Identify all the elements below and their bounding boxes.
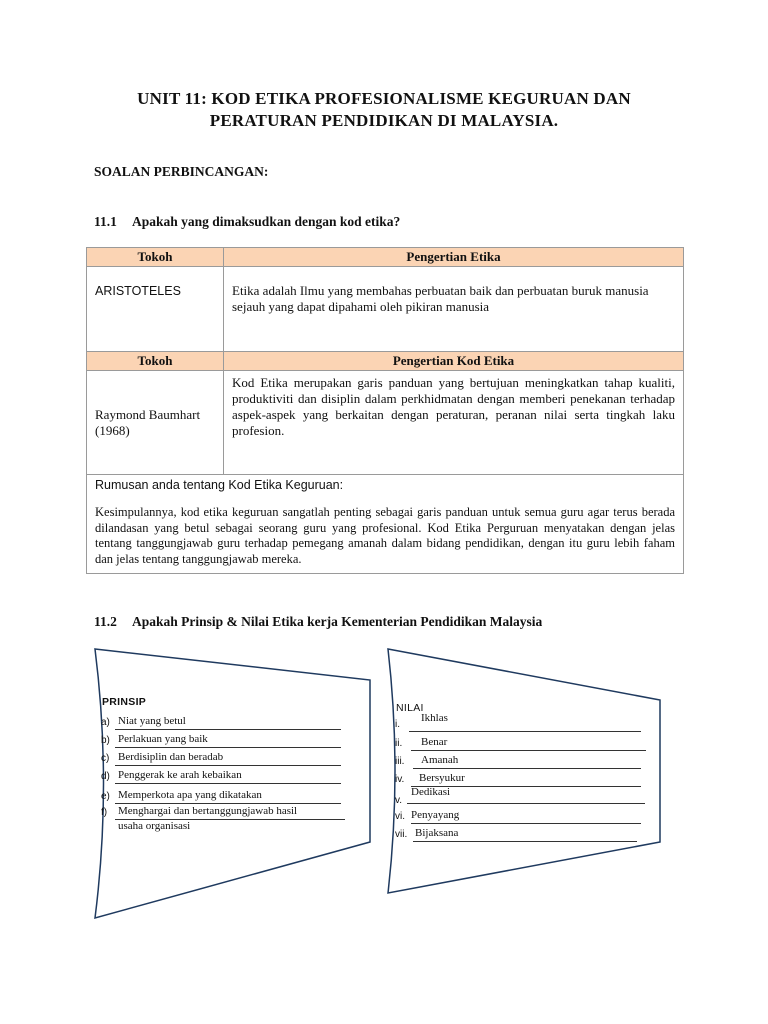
header-tokoh: Tokoh <box>87 352 224 371</box>
tokoh-cell: ARISTOTELES <box>87 267 224 352</box>
item-text: Penyayang <box>411 809 460 821</box>
item-text: Bersyukur <box>419 772 465 784</box>
item-label: vii. <box>395 829 408 840</box>
answer-line <box>409 731 641 732</box>
prinsip-title: PRINSIP <box>102 696 147 708</box>
item-label: iii. <box>395 756 405 767</box>
definition-cell: Kod Etika merupakan garis panduan yang bertujuan meningkatkan tahap kualiti, produktiviti dan disiplin dalam perkhidmatan dengan memberi penekanan terhadap aspek-aspek yang berkaitan dengan peraturan, peranan nilai serta tingkah laku profesion. <box>224 371 684 475</box>
nilai-item-ii <box>395 733 645 751</box>
item-label: vi. <box>395 811 405 822</box>
tokoh-cell: Raymond Baumhart (1968) <box>87 371 224 475</box>
item-label: v. <box>395 795 403 806</box>
item-text: Niat yang betul <box>118 715 186 727</box>
item-text: Berdisiplin dan beradab <box>118 751 224 763</box>
header-pengertian-kod-etika: Pengertian Kod Etika <box>224 352 684 371</box>
item-label: b) <box>101 735 110 746</box>
header-pengertian-etika: Pengertian Etika <box>224 248 684 267</box>
item-text: Memperkota apa yang dikatakan <box>118 789 262 801</box>
nilai-item-iii <box>395 751 645 769</box>
question-number: 11.1 <box>94 214 117 229</box>
answer-line <box>407 803 645 804</box>
item-label: e) <box>101 791 110 802</box>
nilai-item-vii <box>395 824 645 842</box>
item-text: Menghargai dan bertanggungjawab hasil <box>118 805 298 817</box>
question-text: Apakah yang dimaksudkan dengan kod etika? <box>132 214 401 229</box>
item-text: Perlakuan yang baik <box>118 733 208 745</box>
answer-line <box>413 841 637 842</box>
answer-line <box>115 783 341 784</box>
title-line-2: PERATURAN PENDIDIKAN DI MALAYSIA. <box>209 111 559 130</box>
nilai-title: NILAI <box>396 702 424 714</box>
item-label: f) <box>101 807 108 818</box>
item-text: Benar <box>421 736 448 748</box>
item-text-continued: usaha organisasi <box>118 820 191 832</box>
question-number: 11.2 <box>94 614 117 629</box>
question-text: Apakah Prinsip & Nilai Etika kerja Kementerian Pendidikan Malaysia <box>132 614 543 629</box>
nilai-item-v <box>395 786 645 804</box>
item-label: iv. <box>395 774 405 785</box>
item-text: Penggerak ke arah kebaikan <box>118 769 242 781</box>
item-label: d) <box>101 771 110 782</box>
header-tokoh: Tokoh <box>87 248 224 267</box>
item-label: ii. <box>395 738 403 749</box>
prinsip-item-c <box>101 748 351 766</box>
prinsip-item-a <box>101 712 351 730</box>
item-text: Dedikasi <box>411 786 451 798</box>
item-label: a) <box>101 717 110 728</box>
rumusan-label: Rumusan anda tentang Kod Etika Keguruan: <box>95 478 344 492</box>
item-text: Ikhlas <box>421 712 448 724</box>
prinsip-item-d <box>101 766 351 784</box>
item-label: i. <box>395 719 400 730</box>
nilai-item-iv <box>395 769 645 787</box>
nilai-item-i <box>395 714 645 732</box>
prinsip-item-b <box>101 730 351 748</box>
prinsip-item-f <box>101 802 351 832</box>
item-text: Amanah <box>421 754 459 766</box>
nilai-item-vi <box>395 806 645 824</box>
item-text: Bijaksana <box>415 827 459 839</box>
definition-cell: Etika adalah Ilmu yang membahas perbuatan baik dan perbuatan buruk manusia sejauh yang dapat dipahami oleh pikiran manusia <box>224 267 684 352</box>
title-line-1: UNIT 11: KOD ETIKA PROFESIONALISME KEGURUAN DAN <box>137 89 631 108</box>
item-label: c) <box>101 753 110 764</box>
rumusan-text: Kesimpulannya, kod etika keguruan sangatlah penting sebagai garis panduan untuk semua guru agar terus berada dilandasan yang betul sebagai seorang guru yang profesional. Kod Etika Perguruan menyatakan dengan jelas tentang tanggungjawab guru terhadap pemegang amanah dalam bidang pendidikan, dengan itu guru lebih faham dan jelas tentang tanggungjawab mereka. <box>95 505 675 566</box>
section-label: SOALAN PERBINCANGAN: <box>94 164 269 179</box>
